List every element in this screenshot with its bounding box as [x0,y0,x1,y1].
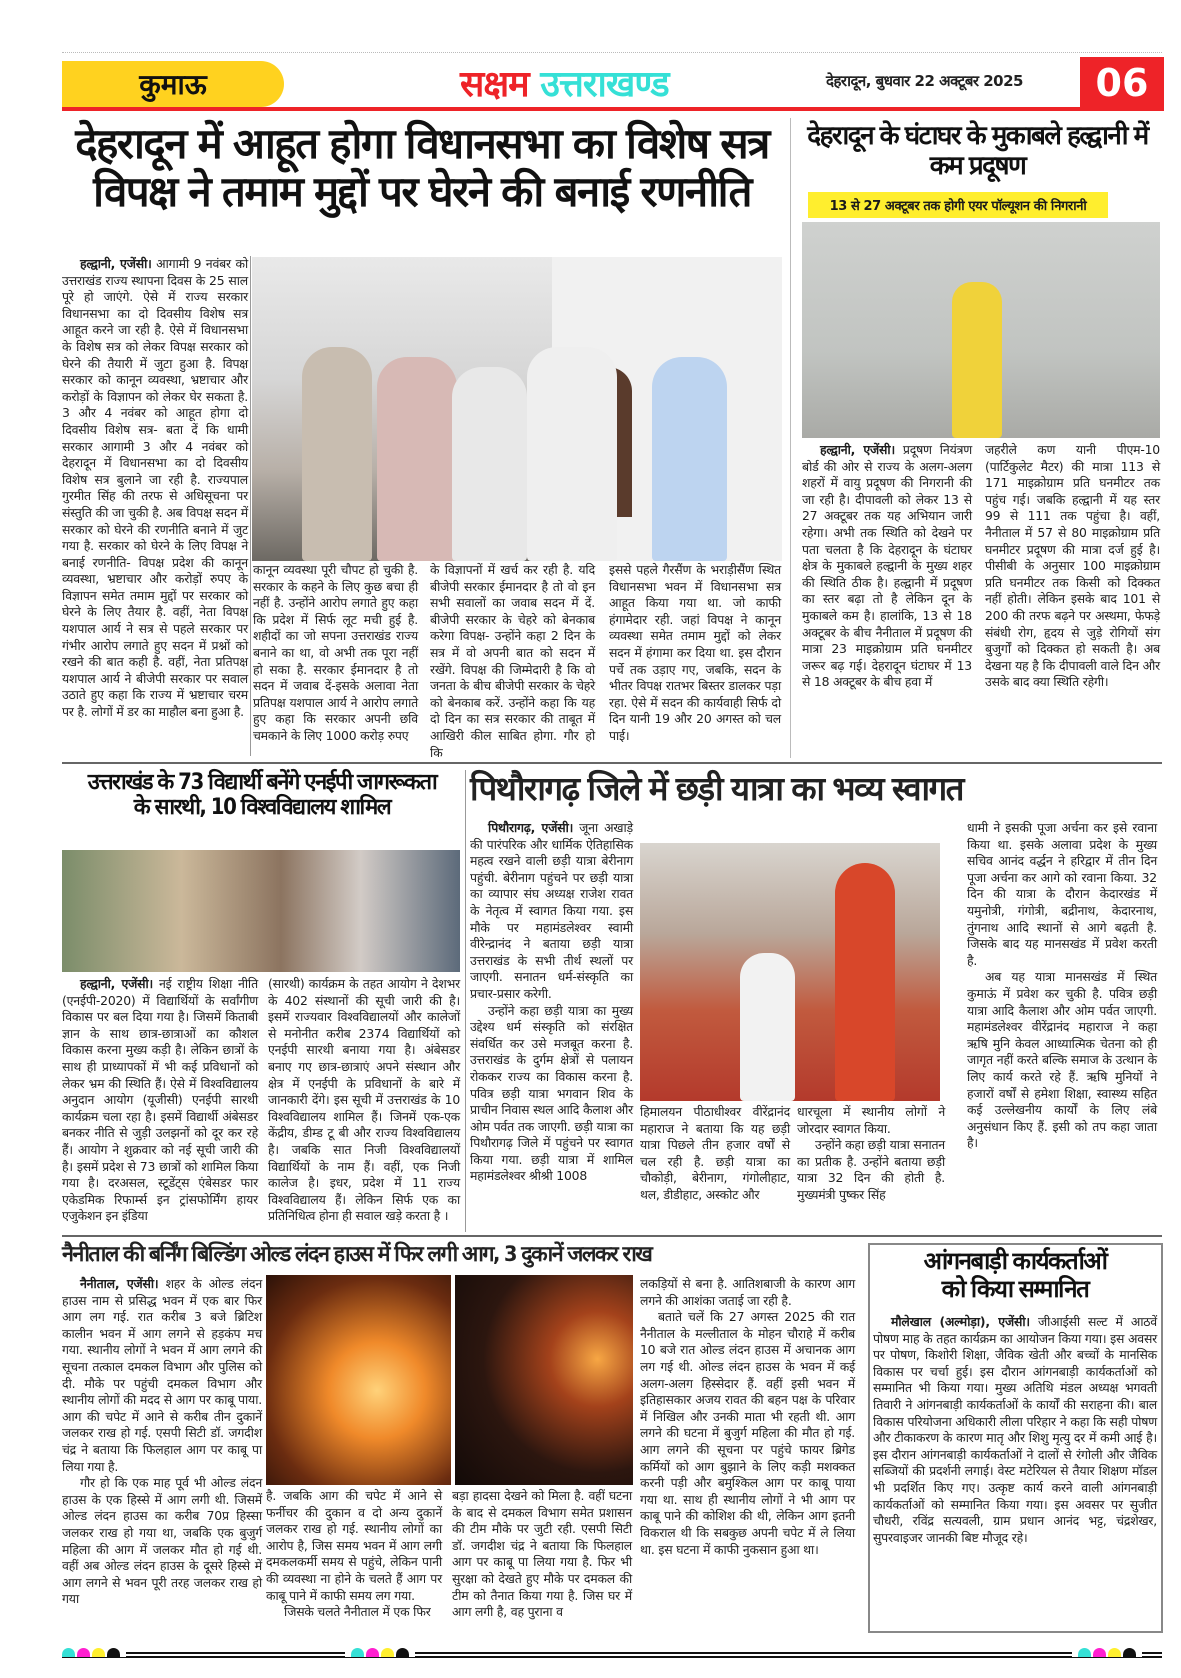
story5-headline: नैनीताल की बर्निंग बिल्डिंग ओल्ड लंदन हाउस में फिर लगी आग, 3 दुकानें जलकर राख [62,1242,652,1267]
yellow-mark [381,1648,394,1657]
story5-col1-p2: गौर हो कि एक माह पूर्व भी ओल्ड लंदन हाउस के एक हिस्से में आग लगी थी. जिसमें ओल्ड लंदन हाउस का करीब 70प्र हिस्सा जलकर राख हो गया था, जबकि एक बुजुर्ग महिला की आग में जलकर मौत हो गई थी. वहीं अब ओल्ड लंदन हाउस के दूसरे हिस्से में आग लगने से भवन पूरी तरह जलकर राख हो गया [62,1475,262,1607]
story3-column-1 [62,976,258,1225]
story4-column-1 [470,820,633,1185]
story1-headline-line2: विपक्ष ने तमाम मुद्दों पर घेरने की बनाई रणनीति [93,167,751,217]
section-label: कुमाऊ [139,68,207,101]
story2-dateline: हल्द्वानी, एजेंसी। [820,442,895,457]
column-divider [465,770,466,1232]
black-mark [107,1648,120,1657]
black-mark [396,1648,409,1657]
story6-column [873,1314,1157,1546]
story2-column-2 [985,442,1160,691]
story4-col4-p2: अब यह यात्रा मानसखंड में स्थित कुमाऊं में प्रवेश कर चुकी है. पवित्र छड़ी यात्रा आदि कैलाश और ओम पर्वत जाएगी. महामंडलेश्वर वीरेंद्रानंद महाराज ने कहा ऋषि मुनि केवल आध्यात्मिक चेतना को ही जागृत नहीं करते बल्कि समाज के उत्थान के लिए कार्य करते रहे हैं. ऋषि मुनियों ने हजारों वर्षों से हमेशा शिक्षा, स्वास्थ्य सहित कई उल्लेखनीय कार्यों के लिए लंबे अनुसंधान किए हैं. इसी को तप कहा जाता है। [967,969,1157,1151]
section-tag [62,61,284,107]
cyan-mark [62,1648,75,1657]
brand-part-1: सक्षम [460,64,529,105]
story6-headline-line1: आंगनबाड़ी कार्यकर्ताओं [923,1247,1107,1275]
photo-smog-man [802,222,1160,438]
story1-column-4 [609,562,781,745]
story5-col4-p1: लकड़ियों से बना है. आतिशबाजी के कारण आग लगने की आशंका जताई जा रही है. [640,1276,855,1308]
cyan-mark [351,1648,364,1657]
section-rule [62,762,1162,764]
story4-col2-text: हिमालयन पीठाधीश्वर वीरेंद्रानंद महाराज ने बताया कि यह छड़ी यात्रा पिछले तीन हजार वर्षों से चल रही है. छड़ी यात्रा का चौकोड़ी, बेरीनाग, गंगोलीहाट, थल, डीडीहाट, अस्कोट और [640,1104,790,1202]
story1-column-2 [253,562,418,745]
magenta-mark [1093,1648,1106,1657]
story2-headline: देहरादून के घंटाघर के मुकाबले हल्द्वानी में कम प्रदूषण [807,121,1148,181]
story5-col3-text: बड़ा हादसा देखने को मिला है. वहीं घटना के बाद से दमकल विभाग समेत प्रशासन की टीम मौके पर जुटी रही. एसपी सिटी डॉ. जगदीश चंद्र ने बताया कि फिलहाल आग पर काबू पा लिया गया है. फिर भी सुरक्षा को देखते हुए मौके पर दमकल की टीम को तैनात किया गया है. जिस घर में आग लगी है, वह पुराना व [452,1488,632,1620]
brand-part-2: उत्तराखण्ड [540,64,669,105]
story5-column-4 [640,1276,855,1558]
story4-column-4 [967,820,1157,1152]
photo-assembly-leaders [252,257,782,561]
story4-col3-p2: उन्होंने कहा छड़ी यात्रा सनातन का प्रतीक है. उन्होंने बताया छड़ी यात्रा 32 दिन की होती है. मुख्यमंत्री पुष्कर सिंह [797,1137,945,1202]
issue-dateline: देहरादून, बुधवार 22 अक्टूबर 2025 [826,72,1023,90]
story1-col1-text: आगामी 9 नवंबर को उत्तराखंड राज्य स्थापना दिवस के 25 साल पूरे हो जाएंगे. ऐसे में राज्य सरकार विधानसभा का दो दिवसीय विशेष सत्र आहूत करने जा रही है. ऐसे में विधानसभा के विशेष सत्र को लेकर विपक्ष सरकार को घेरने की तैयारी में जुटा हुआ है. विपक्ष सरकार को कानून व्यवस्था, भ्रष्टाचार और करोड़ों के विज्ञापन को लेकर घेर सकता है. 3 और 4 नवंबर को आहूत होगा दो दिवसीय विशेष सत्र- बता दें कि धामी सरकार आगामी 3 और 4 नवंबर को देहरादून में विधानसभा का दो दिवसीय विशेष सत्र बुलाने जा रही है. राज्यपाल गुरमीत सिंह की तरफ से अधिसूचना पर संस्तुति की जा चुकी है. अब विपक्ष सदन में सरकार को घेरने की रणनीति बनाने में जुट गया है. सरकार को घेरने के लिए विपक्ष ने बनाई रणनीति- विपक्ष प्रदेश की कानून व्यवस्था, भ्रष्टाचार और करोड़ों रुपए के विज्ञापन समेत तमाम मुद्दों पर सरकार को घेरने के लिए तैयार है. वहीं, नेता विपक्ष यशपाल आर्य ने सत्र से पहले सरकार पर गंभीर आरोप लगाते हुए सदन में प्रश्नों को रखने की बात कही है. वहीं, नेता प्रतिपक्ष यशपाल आर्य ने बीजेपी सरकार पर सवाल उठाते हुए कहा कि राज्य में भ्रष्टाचार चरम पर है. लोगों में डर का माहौल बना हुआ है. [62,256,248,720]
story3-headline-line2: के सारथी, 10 विश्वविद्यालय शामिल [133,795,391,821]
photo-fire-2 [455,1275,633,1485]
photo-person [952,282,1002,438]
story3-column-2 [268,976,460,1225]
cmyk-marks [62,1648,126,1657]
photo-person [652,357,727,561]
black-mark [1123,1648,1136,1657]
photo-decorated-idol [835,863,895,1101]
story1-col3-text: के विज्ञापनों में खर्च कर रही है. यदि बीजेपी सरकार ईमानदार है तो वो इन सभी सवालों का जवाब सदन में दें. बीजेपी सरकार के चेहरे को बेनकाब करेगा विपक्ष- उन्होंने कहा 2 दिन के सत्र में वो अपनी बात को सदन में रखेंगे. विपक्ष की जिम्मेदारी है कि वो जनता के बीच बीजेपी सरकार के चेहरे को बेनकाब करें. उन्होंने कहा कि यह दो दिन का सत्र सरकार की ताबूत में आखिरी कील साबित होगा. गौर हो कि [430,562,595,760]
photo-person [452,367,527,561]
story6-body: जीआईसी सल्ट में आठवें पोषण माह के तहत कार्यक्रम का आयोजन किया गया। इस अवसर पर पोषण, किशोरी शिक्षा, जैविक खेती और बच्चों के मानसिक विकास पर चर्चा हुई। इस दौरान आंगनबाड़ी कार्यकर्ताओं को सम्मानित भी किया गया। मुख्य अतिथि मंडल अध्यक्ष भगवती तिवारी ने आंगनबाड़ी कार्यकर्ताओं के कार्यों की सराहना की। बाल विकास परियोजना अधिकारी लीला परिहार ने कहा कि सही पोषण और टीकाकरण के कारण मातृ और शिशु मृत्यु दर में कमी आई है। इस दौरान आंगनबाड़ी कार्यकर्ताओं ने दालों से रंगोली और जैविक सब्जियों की प्रदर्शनी लगाई। वेस्ट मटेरियल से तैयार शिक्षण मॉडल भी प्रदर्शित किए गए। उत्कृष्ट कार्य करने वाली आंगनबाड़ी कार्यकर्ताओं को सम्मानित किया गया। इस अवसर पर सुजीत चौधरी, रविंद्र सत्यवली, ग्राम प्रधान आनंद भट्ट, चंद्रशेखर, सुपरवाइजर जानकी बिष्ट मौजूद रहे। [873,1314,1157,1545]
story2-col2-text: जहरीले कण यानी पीएम-10 (पार्टिकुलेट मैटर) की मात्रा 113 से 171 माइक्रोग्राम प्रति घनमीटर तक पहुंच गई। जबकि हल्द्वानी में यह स्तर 99 से 111 तक पहुंचा है। वहीं, नैनीताल में 57 से 80 माइक्रोग्राम प्रति घनमीटर प्रदूषण की मात्रा दर्ज हुई है। पीसीबी के अनुसार 100 माइक्रोग्राम प्रति घनमीटर तक किसी को दिक्कत नहीं होती। लेकिन इसके बाद 101 से 200 की तरफ बढ़ने पर अस्थमा, फेफड़े संबंधी रोग, हृदय से जुड़े रोगियों संग बुजुर्गों को दिक्कत हो सकती है। अब देखना यह है कि दीपावली वाले दिन और उसके बाद क्या स्थिति रहेगी। [985,442,1160,690]
story2-column-1 [802,442,972,691]
column-divider [250,256,251,756]
story1-headline-line1: देहरादून में आहूत होगा विधानसभा का विशेष सत्र [75,119,769,168]
magenta-mark [366,1648,379,1657]
story3-col1-text: नई राष्ट्रीय शिक्षा नीति (एनईपी-2020) में विद्यार्थियों के सर्वांगीण विकास पर बल दिया गया है। जिसमें किताबी ज्ञान के साथ छात्र-छात्राओं का कौशल विकास करना मुख्य कड़ी है। लेकिन छात्रों के साथ ही प्राध्यापकों में भी कई प्रविधानों को लेकर भ्रम की स्थिति हैं। ऐसे में विश्वविद्यालय अनुदान आयोग (यूजीसी) एनईपी सारथी कार्यक्रम चला रहा है। इसमें विद्यार्थी अंबेसडर बनकर नीति से जुड़ी उलझनों को दूर कर रहे हैं। आयोग ने शुक्रवार को नई सूची जारी की है। इसमें प्रदेश से 73 छात्रों को शामिल किया गया है। दरअसल, स्टूडेंट्स एंबेसडर फार एकेडमिक रिफार्म्स इन ट्रांसफोर्मिंग हायर एजुकेशन इन इंडिया [62,976,258,1224]
story2-col1-text: प्रदूषण नियंत्रण बोर्ड की ओर से राज्य के अलग-अलग शहरों में वायु प्रदूषण की निगरानी की जा रही है। दीपावली को लेकर 13 से 27 अक्टूबर तक यह अभियान जारी रहेगा। अभी तक स्थिति को देखने पर पता चलता है कि देहरादून के घंटाघर क्षेत्र के मुकाबले हल्द्वानी के मुख्य शहर की स्थिति ठीक है। हल्द्वानी में प्रदूषण का स्तर बढ़ा तो है लेकिन दून के मुकाबले कम है। हालांकि, 13 से 18 अक्टूबर के बीच नैनीताल में प्रदूषण की मात्रा 23 माइक्रोग्राम प्रति घनमीटर जरूर बढ़ गई। देहरादून घंटाघर में 13 से 18 अक्टूबर के बीच हवा में [802,442,972,690]
cyan-mark [1078,1648,1091,1657]
photo-person [377,357,457,561]
cmyk-marks [345,1648,415,1657]
story2-subheadline: 13 से 27 अक्टूबर तक होगी एयर पॉल्यूशन की निगरानी [808,192,1108,218]
story5-col1-p1: शहर के ओल्ड लंदन हाउस नाम से प्रसिद्ध भवन में एक बार फिर आग लग गई. रात करीब 3 बजे ब्रिटिश कालीन भवन में आग लगने से हड़कंप मच गया. स्थानीय लोगों ने भवन में आग लगने की सूचना तत्काल दमकल विभाग और पुलिस को दी. मौके पर पहुंची दमकल विभाग और स्थानीय लोगों की मदद से आग पर काबू पाया. आग की चपेट में आने से करीब तीन दुकानें जलकर राख हो गई. एसपी सिटी डॉ. जगदीश चंद्र ने बताया कि फिलहाल आग पर काबू पा लिया गया है. [62,1276,262,1474]
newspaper-brand [460,58,669,107]
magenta-mark [77,1648,90,1657]
footer-rule [62,1652,1162,1658]
story4-col3-p1: धारचूला में स्थानीय लोगों ने जोरदार स्वागत किया. [797,1104,945,1136]
story1-col4-text: इससे पहले गैरसैंण के भराड़ीसैंण स्थित विधानसभा भवन में विधानसभा सत्र आहूत किया गया था. जो काफी हंगामेदार रही. जहां विपक्ष ने कानून व्यवस्था समेत तमाम मुद्दों को लेकर सदन में हंगामा कर दिया था. इस दौरान पर्चे तक उड़ाए गए, जबकि, सदन के भीतर विपक्ष रातभर बिस्तर डालकर पड़ा रहा. ऐसे में सदन की कार्यवाही सिर्फ दो दिन यानी 19 और 20 अगस्त को चल पाई। [609,562,781,743]
story4-col4-p1: धामी ने इसकी पूजा अर्चना कर इसे रवाना किया था. इसके अलावा प्रदेश के मुख्य सचिव आनंद वर्द्धन ने हरिद्वार में तीन दिन पूजा अर्चना कर आगे को रवाना किया. 32 दिन की यात्रा के दौरान केदारखंड में यमुनोत्री, गंगोत्री, बद्रीनाथ, केदारनाथ, तुंगनाथ आदि स्थानों से आगे बढ़ती है. जिसके बाद यह मानसखंड में प्रवेश करती है. [967,820,1157,968]
story4-col1-p1: जूना अखाड़े की पारंपरिक और धार्मिक ऐतिहासिक महत्व रखने वाली छड़ी यात्रा बेरीनाग पहुंची. बेरीनाग पहुंचने पर छड़ी यात्रा का व्यापार संघ अध्यक्ष राजेश रावत के नेतृत्व में स्वागत किया गया. इस मौके पर महामंडलेश्वर स्वामी वीरेन्द्रानंद ने बताया छड़ी यात्रा उत्तराखंड के सभी तीर्थ स्थलों पर जाएगी. सनातन धर्म-संस्कृति का प्रचार-प्रसार करेगी. [470,820,633,1001]
story5-column-1 [62,1276,262,1608]
photo-students [62,850,460,972]
section-rule [62,1235,1162,1237]
story6-headline-line2: को किया सम्मानित [941,1274,1089,1303]
story3-headline-line1: उत्तराखंड के 73 विद्यार्थी बनेंगे एनईपी जागरूकता [87,770,437,795]
story5-col2-p2: जिसके चलते नैनीताल में एक फिर [284,1604,431,1620]
story5-col4-p2: बताते चलें कि 27 अगस्त 2025 की रात नैनीताल के मल्लीताल के मोहन चौराहे में करीब 10 बजे रात ओल्ड लंदन हाउस में अचानक आग लग गई थी. ओल्ड लंदन हाउस के भवन में कई अलग-अलग हिस्सेदार हैं. वहीं इसी भवन में इतिहासकार अजय रावत की बहन पक्ष के परिवार में निखिल और उनकी माता भी रहती थी. आग लगने की घटना में बुजुर्ग महिला की मौत हो गई. आग लगने की सूचना पर पहुंचे फायर ब्रिगेड कर्मियों को आग बुझाने के लिए कड़ी मशक्कत करनी पड़ी और बमुश्किल आग पर काबू पाया गया था. साथ ही स्थानीय लोगों ने भी आग पर काबू पाने की कोशिश की थी, लेकिन आग इतनी विकराल थी कि सबकुछ अपनी चपेट में ले लिया था. इस घटना में काफी नुकसान हुआ था। [640,1309,855,1557]
story3-col2-text: (सारथी) कार्यक्रम के तहत आयोग ने देशभर के 402 संस्थानों की सूची जारी की है। इसमें राज्यवार विश्वविद्यालयों और कालेजों से मनोनीत करीब 2374 विद्यार्थियों को एनईपी सारथी बनाया गया है। अंबेसडर बनाए गए छात्र-छात्राएं अपने संस्थान और क्षेत्र में एनईपी के प्रविधानों के बारे में जानकारी देंगे। इस सूची में उत्तराखंड के 10 विश्वविद्यालय शामिल हैं। जिनमें एक-एक केंद्रीय, डीम्ड टू बी और राज्य विश्वविद्यालय है। जबकि सात निजी विश्वविद्यालयों विद्यार्थियों के नाम हैं। वहीं, एक निजी कालेज है। इधर, प्रदेश में 11 राज्य विश्वविद्यालय हैं। लेकिन सिर्फ एक का प्रतिनिधित्व होना ही सवाल खड़े करता है । [268,976,460,1224]
story1-column-3 [430,562,595,761]
story1-col2-text: कानून व्यवस्था पूरी चौपट हो चुकी है. सरकार के कहने के लिए कुछ बचा ही नहीं है. उन्होंने आरोप लगाते हुए कहा कि प्रदेश में सिर्फ लूट मची हुई है. शहीदों का जो सपना उत्तराखंड राज्य बनाने का था, वो अभी तक पूरा नहीं हो सका है. सरकार ईमानदार है तो सदन में जवाब दें-इसके अलावा नेता प्रतिपक्ष यशपाल आर्य ने आरोप लगाते हुए कहा कि सरकार अपनी छवि चमकाने के लिए 1000 करोड़ रुपए [253,562,418,743]
story4-dateline: पिथौरागढ़, एजेंसी। [488,820,574,835]
story4-column-3 [797,1104,945,1204]
photo-chhadi-yatra [640,843,940,1101]
story1-headline [62,120,782,217]
story5-dateline: नैनीताल, एजेंसी। [80,1276,159,1291]
story5-col2-p1: है. जबकि आग की चपेट में आने से फर्नीचर की दुकान व दो अन्य दुकानें जलकर राख हो गई. स्थानीय लोगों का आरोप है, जिस समय भवन में आग लगी दमकलकर्मी समय से पहुंचे, लेकिन पानी की व्यवस्था ना होने के चलते हैं आग पर काबू पाने में काफी समय लग गया. [266,1488,442,1603]
story5-column-2 [266,1488,442,1621]
photo-person [527,347,617,561]
yellow-mark [92,1648,105,1657]
photo-person [302,347,372,561]
story5-column-3 [452,1488,632,1621]
story1-column-1 [62,256,248,721]
cmyk-marks [1072,1648,1142,1657]
story6-dateline: मौलेखाल (अल्मोड़ा), एजेंसी। [891,1314,1030,1329]
story1-dateline: हल्द्वानी, एजेंसी। [80,256,152,271]
story6-headline [880,1248,1150,1303]
story4-col1-p2: उन्होंने कहा छड़ी यात्रा का मुख्य उद्देश्य धर्म संस्कृति को संरक्षित संवर्धित कर उसे मजबूत करना है. उत्तराखंड के दुर्गम क्षेत्रों से पलायन रोककर राज्य का विकास करना है. पवित्र छड़ी यात्रा भगवान शिव के प्राचीन निवास स्थल आदि कैलाश और ओम पर्वत तक जाएगी. छड़ी यात्रा का पिथौरागढ़ जिले में पहुंचने पर स्वागत किया गया. छड़ी यात्रा में शामिल महामंडलेश्वर श्रीश्री 1008 [470,1002,633,1184]
column-divider [790,118,791,758]
story3-headline [62,770,462,821]
photo-person [740,953,795,1101]
story3-dateline: हल्द्वानी, एजेंसी। [80,976,153,991]
page-number: 06 [1080,57,1164,109]
yellow-mark [1108,1648,1121,1657]
top-dotted-rule [62,52,1162,54]
photo-fire-1 [266,1275,451,1485]
story4-column-2 [640,1104,790,1204]
masthead-rule [62,107,1164,111]
story4-headline: पिथौरागढ़ जिले में छड़ी यात्रा का भव्य स्वागत [470,769,963,808]
